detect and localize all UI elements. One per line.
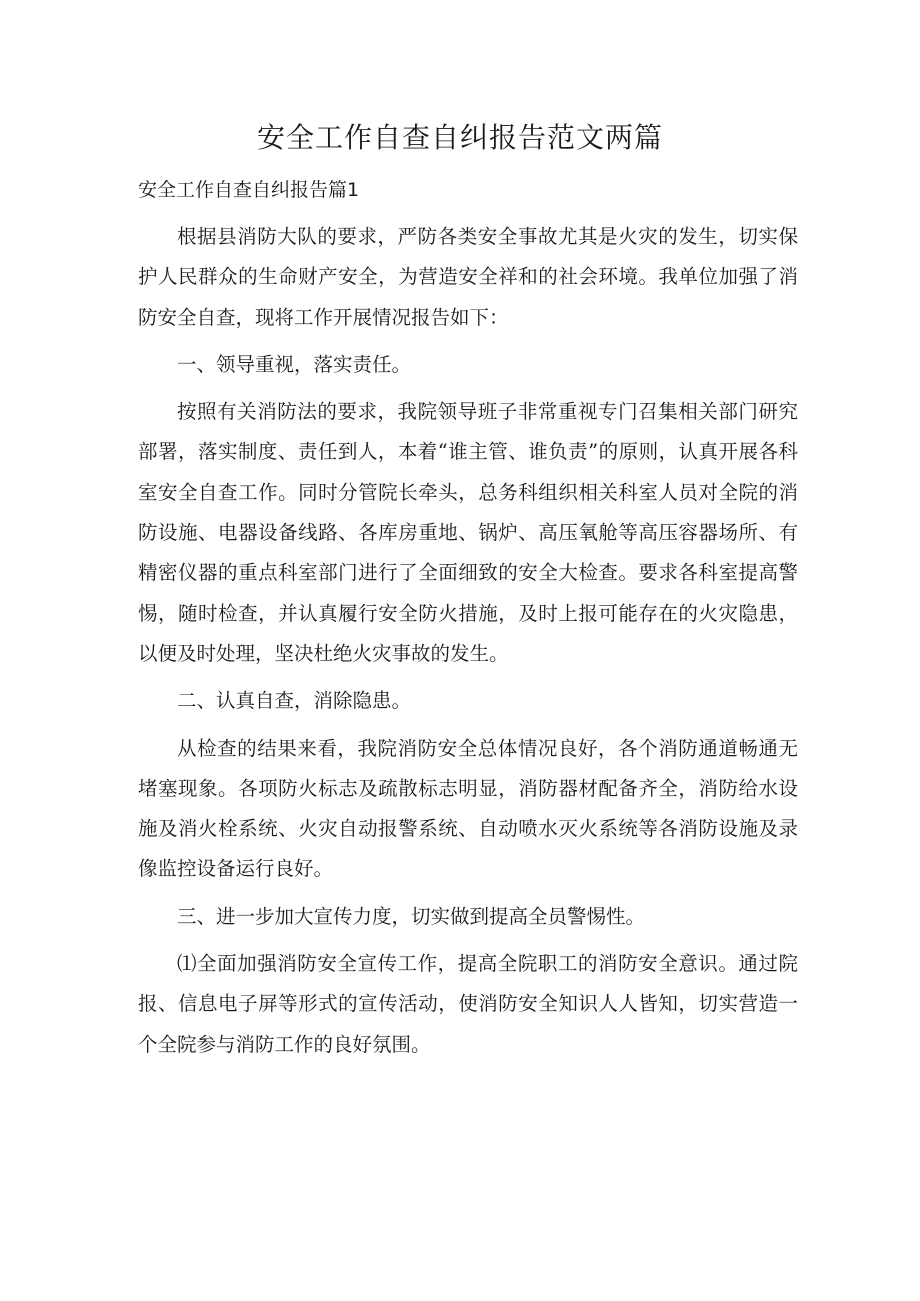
section-subtitle: 安全工作自查自纠报告篇1 xyxy=(138,179,360,201)
paragraph: 根据县消防大队的要求，严防各类安全事故尤其是火灾的发生，切实保护人民群众的生命财产安全，为营造安全祥和的社会环境。我单位加强了消防安全自查，现将工作开展情况报告如下： xyxy=(138,225,798,329)
paragraph: 按照有关消防法的要求，我院领导班子非常重视专门召集相关部门研究部署，落实制度、责任到人，本着“谁主管、谁负责”的原则，认真开展各科室安全自查工作。同时分管院长牵头，总务科组织相关科室人员对全院的消防设施、电器设备线路、各库房重地、锅炉、高压氧舱等高压容器场所、有精密仪器的重点科室部门进行了全面细致的安全大检查。要求各科室提高警惕，随时检查，并认真履行安全防火措施，及时上报可能存在的火灾隐患，以便及时处理，坚决杜绝火灾事故的发生。 xyxy=(138,400,798,665)
paragraph: 从检查的结果来看，我院消防安全总体情况良好，各个消防通道畅通无堵塞现象。各项防火标志及疏散标志明显，消防器材配备齐全，消防给水设施及消火栓系统、火灾自动报警系统、自动喷水灭火系统等各消防设施及录像监控设备运行良好。 xyxy=(138,736,798,881)
section-heading: 一、领导重视，落实责任。 xyxy=(177,352,412,376)
section-heading: 三、进一步加大宣传力度，切实做到提高全员警惕性。 xyxy=(177,904,646,928)
section-heading: 二、认真自查，消除隐患。 xyxy=(177,689,412,713)
document-body xyxy=(138,217,798,1072)
document-title: 安全工作自查自纠报告范文两篇 xyxy=(256,121,663,154)
paragraph: ⑴全面加强消防安全宣传工作，提高全院职工的消防安全意识。通过院报、信息电子屏等形式的宣传活动，使消防安全知识人人皆知，切实营造一个全院参与消防工作的良好氛围。 xyxy=(138,952,798,1056)
